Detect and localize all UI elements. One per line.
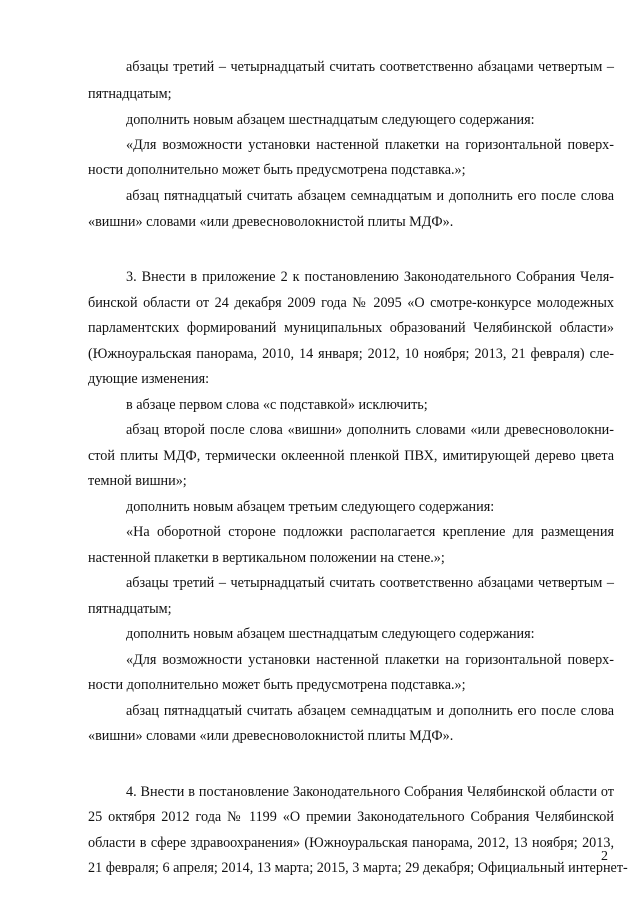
text-line: «Для возможности установки настенной плакетки на горизонтальной поверх-	[126, 652, 614, 668]
text-line: 25 октября 2012 года № 1199 «О премии Законодательного Собрания Челябинской	[88, 809, 614, 825]
text-line: темной вишни»;	[88, 473, 187, 489]
page-number: 2	[601, 849, 608, 864]
text-line: области в сфере здравоохранения» (Южноуральская панорама, 2012, 13 ноября; 2013,	[88, 835, 614, 851]
text-line: абзац второй после слова «вишни» дополнить словами «или древесноволокни-	[126, 422, 614, 438]
text-line: «вишни» словами «или древесноволокнистой плиты МДФ».	[88, 214, 454, 230]
text-line: абзац пятнадцатый считать абзацем семнадцатым и дополнить его после слова	[126, 703, 614, 719]
text-line: ности дополнительно может быть предусмотрена подставка.»;	[88, 677, 466, 693]
text-line: абзацы третий – четырнадцатый считать соответственно абзацами четвертым –	[126, 575, 614, 591]
text-line: 4. Внести в постановление Законодательного Собрания Челябинской области от	[126, 784, 614, 800]
text-line: в абзаце первом слова «с подставкой» исключить;	[126, 397, 428, 413]
text-line: дополнить новым абзацем шестнадцатым следующего содержания:	[126, 626, 535, 642]
text-line: дующие изменения:	[88, 371, 210, 387]
text-line: дополнить новым абзацем третьим следующего содержания:	[126, 499, 495, 515]
text-line: (Южноуральская панорама, 2010, 14 января; 2012, 10 ноября; 2013, 21 февраля) сле-	[88, 346, 614, 362]
text-line: парламентских формирований муниципальных образований Челябинской области»	[88, 320, 614, 336]
text-line: ности дополнительно может быть предусмотрена подставка.»;	[88, 162, 466, 178]
text-line: дополнить новым абзацем шестнадцатым следующего содержания:	[126, 112, 535, 128]
text-line: 3. Внести в приложение 2 к постановлению Законодательного Собрания Челя-	[126, 269, 614, 285]
text-line: «Для возможности установки настенной плакетки на горизонтальной поверх-	[126, 137, 614, 153]
text-line: пятнадцатым;	[88, 601, 172, 617]
text-line: абзацы третий – четырнадцатый считать соответственно абзацами четвертым –	[126, 59, 614, 75]
text-line: пятнадцатым;	[88, 86, 172, 102]
text-line: «вишни» словами «или древесноволокнистой плиты МДФ».	[88, 728, 454, 744]
text-line: стой плиты МДФ, термически оклеенной пленкой ПВХ, имитирующей дерево цвета	[88, 448, 614, 464]
text-line: «На оборотной стороне подложки располагается крепление для размещения	[126, 524, 614, 540]
text-line: 21 февраля; 6 апреля; 2014, 13 марта; 2015, 3 марта; 29 декабря; Официальный интернет-	[88, 860, 628, 876]
text-line: настенной плакетки в вертикальном положении на стене.»;	[88, 550, 445, 566]
text-line: бинской области от 24 декабря 2009 года № 2095 «О смотре-конкурсе молодежных	[88, 295, 614, 311]
text-line: абзац пятнадцатый считать абзацем семнадцатым и дополнить его после слова	[126, 188, 614, 204]
